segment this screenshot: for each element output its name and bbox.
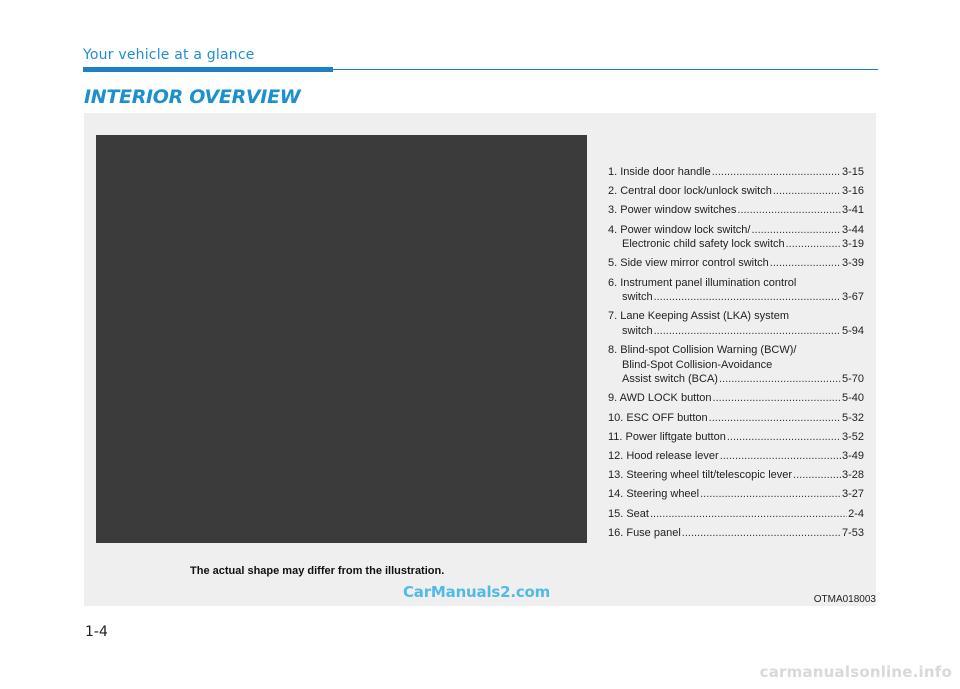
dot-leader <box>727 430 841 445</box>
dot-leader <box>773 184 841 199</box>
item-page-ref: 7-53 <box>841 526 864 539</box>
header-rule-thin <box>333 69 878 70</box>
item-list <box>608 165 864 545</box>
page-number: 1-4 <box>85 624 108 640</box>
item-label: switch <box>622 324 653 337</box>
list-item-line <box>608 237 864 252</box>
item-label: 10. ESC OFF button <box>608 411 708 424</box>
item-page-ref: 3-19 <box>841 238 864 251</box>
item-label: 16. Fuse panel <box>608 526 681 539</box>
item-page-ref: 3-16 <box>841 185 864 198</box>
dot-leader <box>654 324 841 339</box>
list-item-line <box>608 203 864 218</box>
item-label: 3. Power window switches <box>608 204 737 217</box>
item-label: 12. Hood release lever <box>608 450 719 463</box>
list-item-line <box>608 343 864 358</box>
dot-leader <box>650 507 847 522</box>
list-item <box>608 507 864 522</box>
dot-leader <box>720 449 841 464</box>
item-label: 11. Power liftgate button <box>608 430 726 443</box>
list-item <box>608 411 864 426</box>
illustration-code: OTMA018003 <box>813 594 876 605</box>
item-page-ref: 5-70 <box>841 373 864 386</box>
item-page-ref: 3-49 <box>841 450 864 463</box>
list-item-line <box>608 358 864 373</box>
item-page-ref: 3-44 <box>841 223 864 236</box>
dot-leader <box>770 256 841 271</box>
item-page-ref: 3-39 <box>841 257 864 270</box>
list-item <box>608 276 864 305</box>
item-label: 6. Instrument panel illumination control <box>608 276 797 289</box>
list-item <box>608 391 864 406</box>
list-item-line <box>608 487 864 502</box>
dot-leader <box>786 237 841 252</box>
section-title: Your vehicle at a glance <box>83 47 255 63</box>
list-item-line <box>608 165 864 180</box>
item-label: Blind-Spot Collision-Avoidance <box>622 358 773 371</box>
list-item <box>608 430 864 445</box>
item-label: Assist switch (BCA) <box>622 373 718 386</box>
item-label: 14. Steering wheel <box>608 488 700 501</box>
list-item-line <box>608 430 864 445</box>
item-label: 2. Central door lock/unlock switch <box>608 185 772 198</box>
list-item <box>608 343 864 387</box>
dot-leader <box>700 487 841 502</box>
dot-leader <box>682 526 841 541</box>
list-item-line <box>608 324 864 339</box>
list-item-line <box>608 290 864 305</box>
dot-leader <box>713 391 841 406</box>
item-page-ref: 3-27 <box>841 488 864 501</box>
dot-leader <box>709 411 841 426</box>
illustration-caption: The actual shape may differ from the illustration. <box>190 565 445 577</box>
item-page-ref: 3-41 <box>841 204 864 217</box>
list-item-line <box>608 507 864 522</box>
item-page-ref: 3-28 <box>841 469 864 482</box>
list-item-line <box>608 256 864 271</box>
list-item <box>608 309 864 338</box>
item-label: 1. Inside door handle <box>608 166 711 178</box>
list-item-line <box>608 223 864 238</box>
interior-illustration <box>96 135 587 543</box>
list-item-line <box>608 449 864 464</box>
list-item <box>608 468 864 483</box>
list-item-line <box>608 468 864 483</box>
list-item-line <box>608 411 864 426</box>
list-item-line <box>608 276 864 291</box>
item-page-ref: 5-40 <box>841 392 864 405</box>
item-label: 9. AWD LOCK button <box>608 392 712 405</box>
list-item <box>608 449 864 464</box>
list-item <box>608 203 864 218</box>
item-label: 5. Side view mirror control switch <box>608 257 769 270</box>
list-item-line <box>608 184 864 199</box>
item-label: switch <box>622 291 653 304</box>
dot-leader <box>737 203 841 218</box>
list-item <box>608 165 864 180</box>
list-item-line <box>608 526 864 541</box>
dot-leader <box>712 165 841 180</box>
list-item <box>608 184 864 199</box>
header-rule-thick <box>83 67 333 72</box>
item-label: Electronic child safety lock switch <box>622 238 785 251</box>
item-label: 15. Seat <box>608 507 649 520</box>
item-label: 7. Lane Keeping Assist (LKA) system <box>608 310 789 323</box>
item-page-ref: 5-94 <box>841 324 864 337</box>
page-heading: INTERIOR OVERVIEW <box>84 86 301 108</box>
item-page-ref: 3-52 <box>841 430 864 443</box>
dot-leader <box>793 468 841 483</box>
list-item-line <box>608 391 864 406</box>
list-item-line <box>608 372 864 387</box>
item-page-ref: 3-67 <box>841 291 864 304</box>
list-item <box>608 223 864 252</box>
list-item <box>608 487 864 502</box>
dot-leader <box>654 290 841 305</box>
list-item-line <box>608 309 864 324</box>
item-page-ref: 5-32 <box>841 411 864 424</box>
dot-leader <box>719 372 841 387</box>
item-page-ref: 3-15 <box>841 166 864 178</box>
item-label: 8. Blind-spot Collision Warning (BCW)/ <box>608 344 797 357</box>
item-label: 13. Steering wheel tilt/telescopic lever <box>608 469 793 482</box>
list-item <box>608 526 864 541</box>
watermark-link[interactable]: CarManuals2.com <box>403 583 551 601</box>
dot-leader <box>751 223 841 238</box>
footer-watermark: carmanualsonline.info <box>759 663 952 681</box>
item-label: 4. Power window lock switch/ <box>608 223 751 236</box>
list-item <box>608 256 864 271</box>
item-page-ref: 2-4 <box>848 507 864 520</box>
